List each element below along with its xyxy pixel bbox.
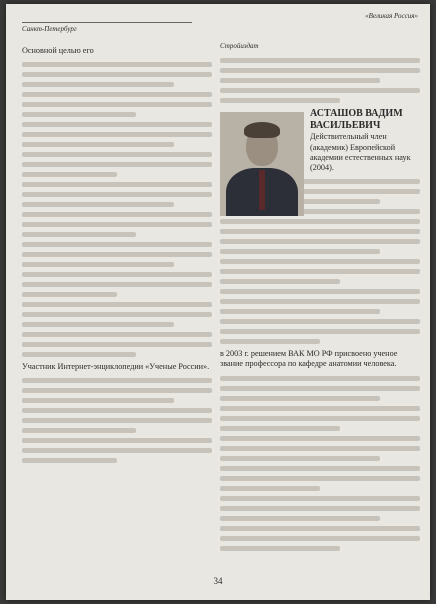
- right-column: [220, 42, 420, 572]
- running-header-left: [22, 22, 192, 33]
- author-portrait: [220, 112, 304, 216]
- right-column-illegible-notes: [220, 58, 420, 103]
- entry-closing-text: в 2003 г. решением ВАК МО РФ присвоено ученое звание профессора по кафедре анатомии человека.: [220, 349, 398, 369]
- left-column-opening: Основной целью его: [22, 46, 94, 55]
- document-page: [6, 4, 430, 600]
- right-column-top-fragment: Стройиздат: [220, 42, 259, 50]
- left-column-illegible-notes: [22, 378, 212, 463]
- entry-illegible-text-continued: [220, 376, 420, 551]
- page-number: 34: [213, 576, 223, 586]
- running-header-right-text: «Великая Россия»: [365, 12, 418, 20]
- entry-name-heading: АСТАШОВ ВАДИМ ВАСИЛЬЕВИЧ: [310, 108, 403, 132]
- left-column-closing: Участник Интернет-энциклопедии «Ученые России».: [22, 362, 210, 372]
- running-header-right: [308, 12, 418, 20]
- running-header-left-text: Санкт-Петербург: [22, 25, 77, 33]
- left-column-illegible-text: [22, 62, 212, 357]
- left-column: [22, 46, 212, 566]
- entry-opening-text: Действительный член (академик) Европейской академии естественных наук (2004).: [310, 132, 411, 173]
